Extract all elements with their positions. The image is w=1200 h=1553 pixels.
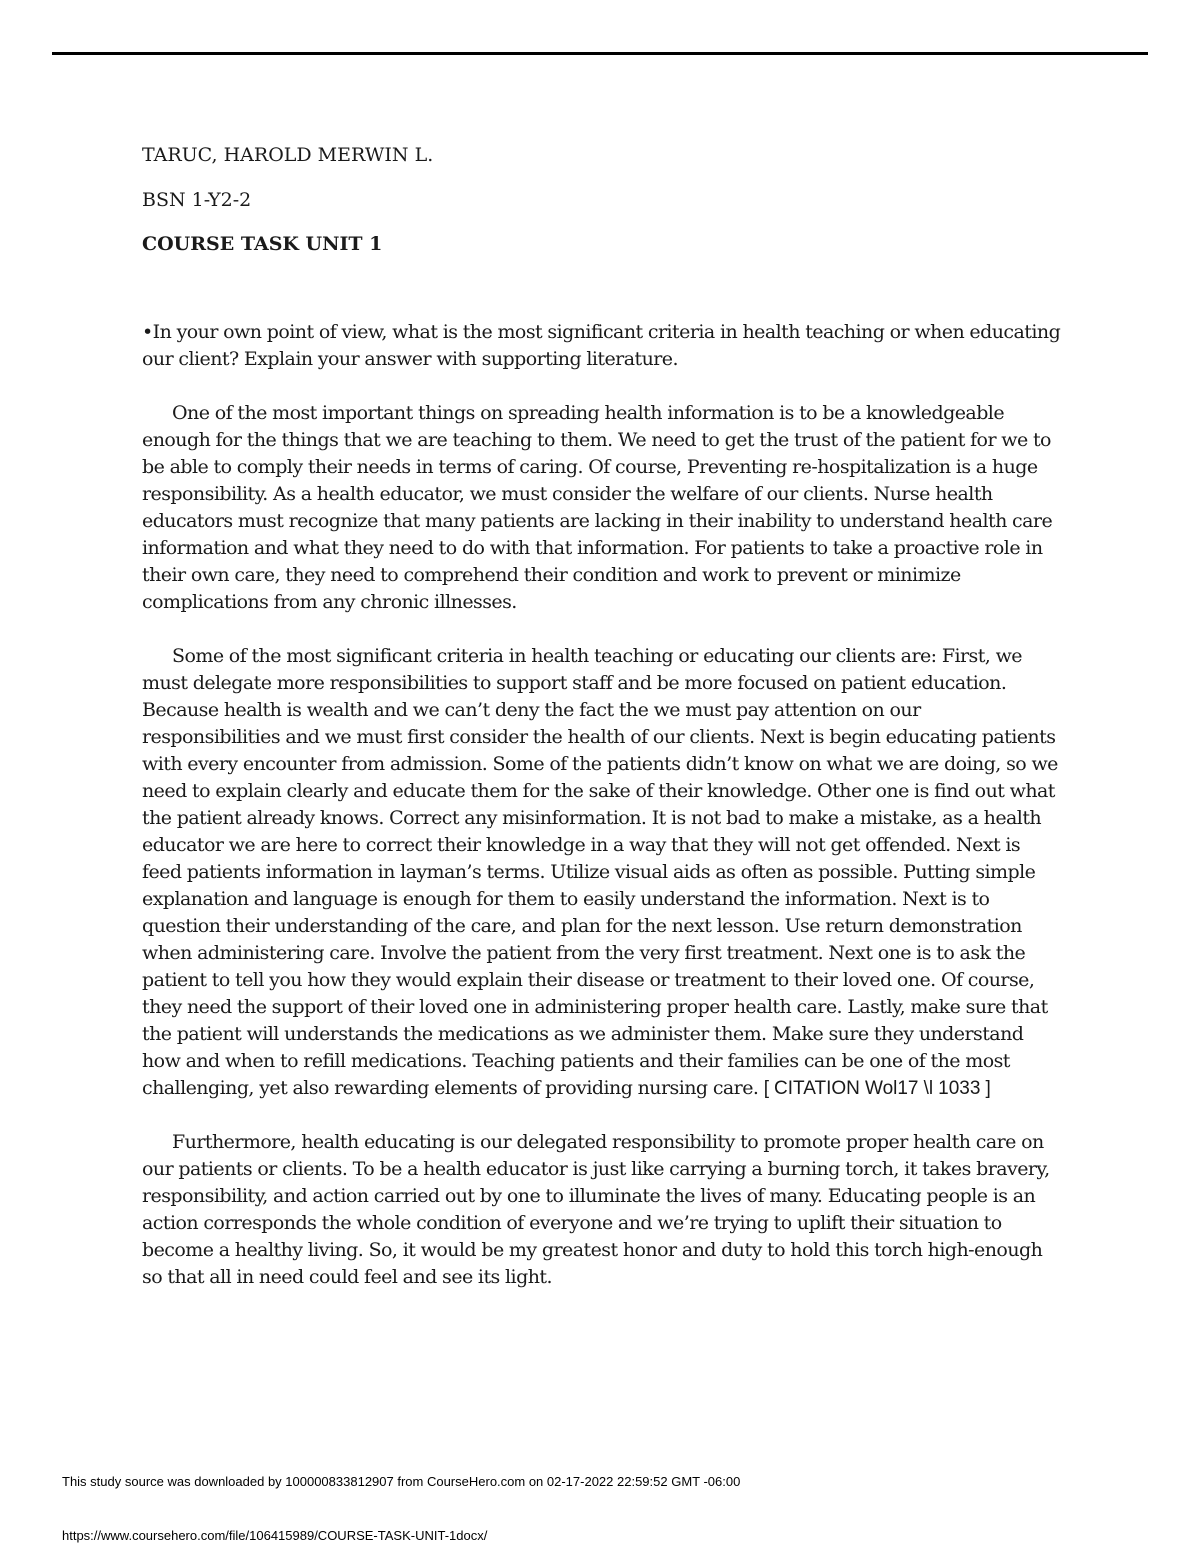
download-notice: This study source was downloaded by 100000833812907 from CourseHero.com on 02-17-2022 22:59:52 GMT -06:00: [62, 1474, 741, 1489]
document-body: [142, 142, 1062, 1310]
paragraph-1-text: One of the most important things on spreading health information is to be a knowledgeable enough for the things that we are teaching to them. We need to get the trust of the patient for we to be able to comply their needs in terms of caring. Of course, Preventing re-hospitalization is a huge responsibility. As a health educator, we must consider the welfare of our clients. Nurse health educators must recognize that many patients are lacking in their inability to understand health care information and what they need to do with that information. For patients to take a proactive role in their own care, they need to comprehend their condition and work to prevent or minimize complications from any chronic illnesses.: [142, 402, 1053, 613]
document-title: COURSE TASK UNIT 1: [142, 233, 383, 255]
citation: [ CITATION Wol17 \l 1033 ]: [763, 1078, 991, 1099]
paragraph-2: [142, 643, 1062, 1102]
student-section: BSN 1-Y2-2: [142, 189, 252, 211]
top-divider: [52, 52, 1148, 55]
paragraph-1: [142, 400, 1062, 616]
paragraph-3-text: Furthermore, health educating is our delegated responsibility to promote proper health care on our patients or clients. To be a health educator is just like carrying a burning torch, it takes bravery, responsibility, and action carried out by one to illuminate the lives of many. Educating people is an action corresponds the whole condition of everyone and we’re trying to uplift their situation to become a healthy living. So, it would be my greatest honor and duty to hold this torch high-enough so that all in need could feel and see its light.: [142, 1131, 1050, 1288]
question-prompt: •In your own point of view, what is the most significant criteria in health teaching or when educating our client? Explain your answer with supporting literature.: [142, 321, 1061, 370]
paragraph-3: [142, 1129, 1062, 1291]
source-url: https://www.coursehero.com/file/106415989/COURSE-TASK-UNIT-1docx/: [62, 1528, 488, 1543]
paragraph-2-text: Some of the most significant criteria in health teaching or educating our clients are: First, we must delegate more responsibilities to support staff and be more focused on patient education. Because health is wealth and we can’t deny the fact the we must pay attention on our responsibilities and we must first consider the health of our clients. Next is begin educating patients with every encounter from admission. Some of the patients didn’t know on what we are doing, so we need to explain clearly and educate them for the sake of their knowledge. Other one is find out what the patient already knows. Correct any misinformation. It is not bad to make a mistake, as a health educator we are here to correct their knowledge in a way that they will not get offended. Next is feed patients information in layman’s terms. Utilize visual aids as often as possible. Putting simple explanation and language is enough for them to easily understand the information. Next is to question their understanding of the care, and plan for the next lesson. Use return demonstration when administering care. Involve the patient from the very first treatment. Next one is to ask the patient to tell you how they would explain their disease or treatment to their loved one. Of course, they need the support of their loved one in administering proper health care. Lastly, make sure that the patient will understands the medications as we administer them. Make sure they understand how and when to refill medications. Teaching patients and their families can be one of the most challenging, yet also rewarding elements of providing nursing care.: [142, 645, 1058, 1099]
student-name: TARUC, HAROLD MERWIN L.: [142, 144, 434, 166]
